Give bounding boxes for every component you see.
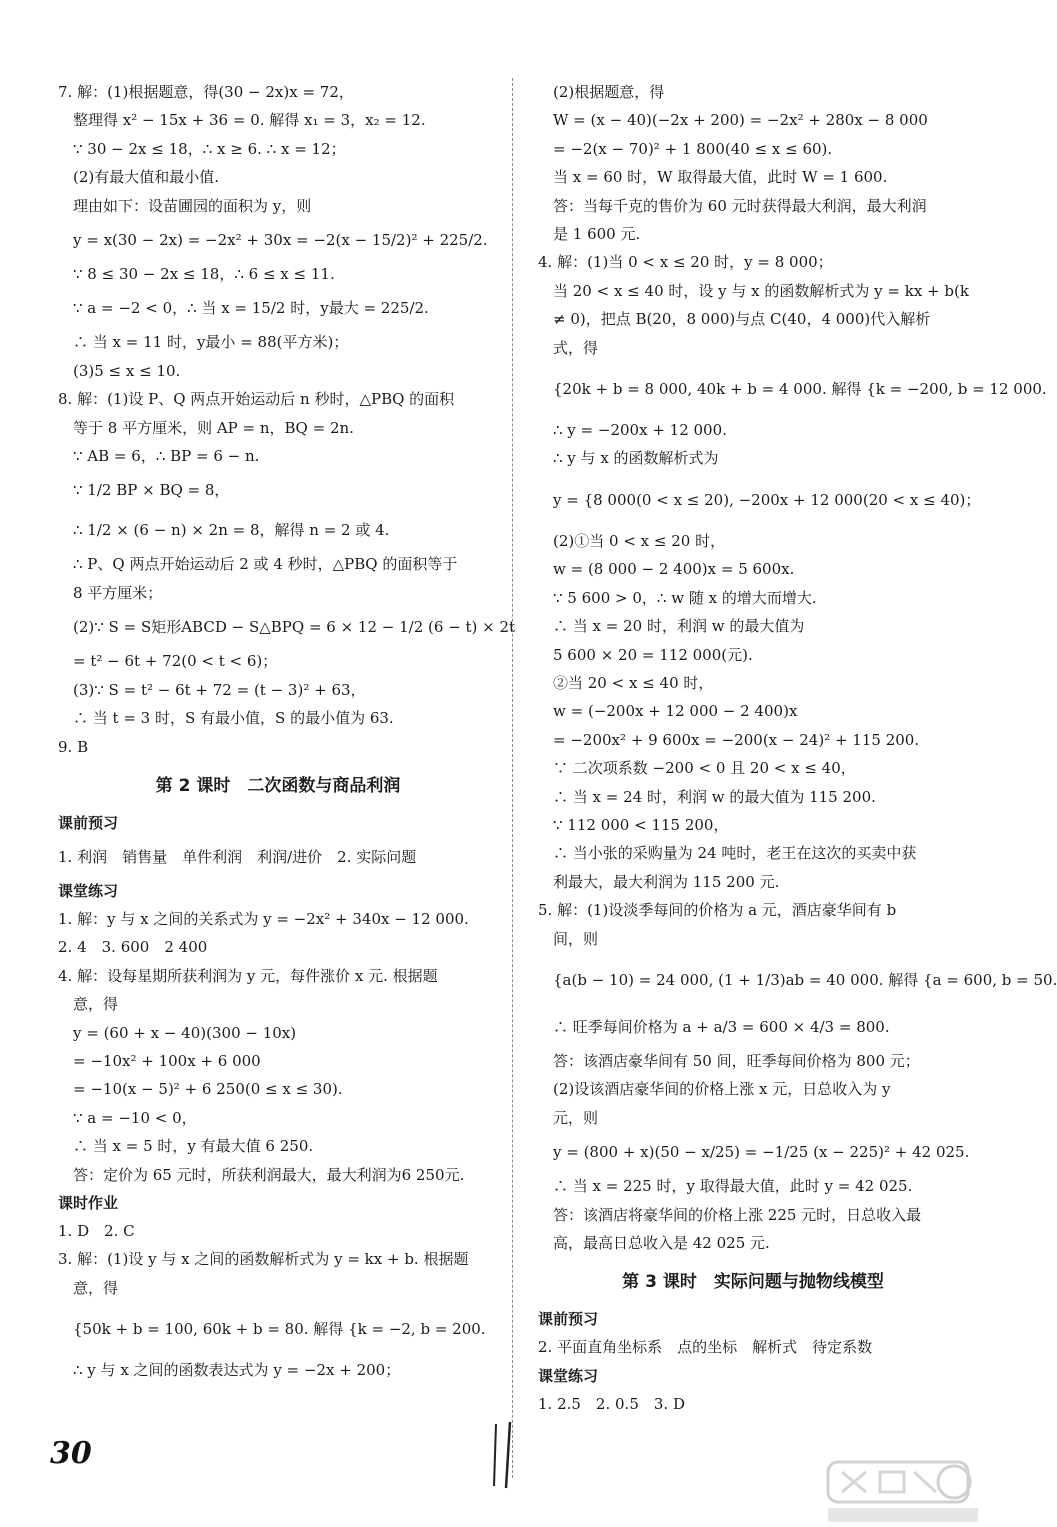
text-line: 5 600 × 20 = 112 000(元). [553, 645, 753, 664]
text-line: 1. D 2. C [58, 1221, 135, 1240]
text-line: (2)设该酒店豪华间的价格上涨 x 元，日总收入为 y [553, 1080, 891, 1099]
sub-heading: 课前预习 [58, 813, 119, 832]
equation-line: ∵ a = −2 < 0，∴ 当 x = 15/2 时，y最大 = 225/2. [73, 299, 429, 318]
text-line: 5. 解：(1)设淡季每间的价格为 a 元，酒店豪华间有 b [538, 901, 897, 920]
text-line: ∴ y = −200x + 12 000. [553, 421, 727, 440]
text-line: 当 20 < x ≤ 40 时，设 y 与 x 的函数解析式为 y = kx + b(k [553, 281, 969, 300]
text-line: 是 1 600 元. [553, 225, 641, 244]
left-column [58, 78, 516, 1385]
text-line: ∴ y 与 x 之间的函数表达式为 y = −2x + 200； [73, 1361, 401, 1380]
text-line: 7. 解：(1)根据题意，得(30 − 2x)x = 72， [58, 83, 354, 101]
text-line: 9. B [58, 737, 89, 756]
text-line: ∵ 8 ≤ 30 − 2x ≤ 18，∴ 6 ≤ x ≤ 11. [73, 265, 335, 284]
text-line: ∴ 当 t = 3 时，S 有最小值，S 的最小值为 63. [73, 709, 394, 728]
text-line: ∵ 5 600 > 0，∴ w 随 x 的增大而增大. [553, 588, 817, 607]
text-line: 答：当每千克的售价为 60 元时获得最大利润，最大利润 [553, 196, 927, 215]
text-line: (3)∵ S = t² − 6t + 72 = (t − 3)² + 63， [73, 680, 366, 699]
text-line: 3. 解：(1)设 y 与 x 之间的函数解析式为 y = kx + b. 根据题 [58, 1250, 469, 1269]
section-title: 第 2 课时 二次函数与商品利润 [155, 775, 401, 796]
text-line: 利最大，最大利润为 115 200 元. [553, 872, 780, 891]
sub-heading: 课堂练习 [538, 1366, 599, 1385]
text-line: 等于 8 平方厘米，则 AP = n，BQ = 2n. [73, 418, 354, 437]
text-line: = −10(x − 5)² + 6 250(0 ≤ x ≤ 30). [73, 1080, 343, 1099]
equation-system-line: {50k + b = 100, 60k + b = 80. 解得 {k = −2, b = 200. [73, 1320, 486, 1339]
text-line: ∴ 当 x = 24 时，利润 w 的最大值为 115 200. [553, 787, 876, 806]
text-line: ∵ 112 000 < 115 200， [553, 815, 729, 834]
column-divider [512, 78, 513, 1478]
sub-heading: 课时作业 [58, 1193, 119, 1212]
equation-system-line: {20k + b = 8 000, 40k + b = 4 000. 解得 {k = −200, b = 12 000. [553, 380, 1047, 399]
text-line: = −200x² + 9 600x = −200(x − 24)² + 115 200. [553, 730, 920, 749]
text-line: ≠ 0)，把点 B(20，8 000)与点 C(40，4 000)代入解析 [553, 310, 931, 329]
text-line: ∴ P、Q 两点开始运动后 2 或 4 秒时，△PBQ 的面积等于 [73, 555, 458, 574]
text-line: 答：定价为 65 元时，所获利润最大，最大利润为6 250元. [73, 1165, 465, 1184]
text-line: ∴ 当小张的采购量为 24 吨时，老王在这次的买卖中获 [553, 844, 917, 863]
text-line: 4. 解：(1)当 0 < x ≤ 20 时，y = 8 000； [538, 253, 833, 272]
text-line: 意，得 [73, 1278, 119, 1297]
text-line: ∵ 二次项系数 −200 < 0 且 20 < x ≤ 40， [553, 759, 856, 778]
text-line: w = (8 000 − 2 400)x = 5 600x. [553, 560, 795, 579]
text-line: (2)根据题意，得 [553, 83, 665, 101]
sub-heading: 课堂练习 [58, 881, 119, 900]
text-line: 理由如下：设苗圃园的面积为 y，则 [73, 196, 312, 215]
text-line: 4. 解：设每星期所获利润为 y 元，每件涨价 x 元. 根据题 [58, 966, 438, 985]
watermark-logo [818, 1458, 988, 1524]
equation-system-line: {a(b − 10) = 24 000, (1 + 1/3)ab = 40 000. 解得 {a = 600, b = 50. [553, 970, 1057, 989]
text-line: 8 平方厘米； [73, 583, 163, 602]
text-line: = −2(x − 70)² + 1 800(40 ≤ x ≤ 60). [553, 139, 833, 158]
equation-line: ∵ 1/2 BP × BQ = 8， [73, 481, 230, 500]
text-line: 整理得 x² − 15x + 36 = 0. 解得 x₁ = 3，x₂ = 12. [73, 111, 426, 130]
text-line: w = (−200x + 12 000 − 2 400)x [553, 702, 798, 721]
text-line: = −10x² + 100x + 6 000 [73, 1051, 261, 1070]
text-line: 1. 解：y 与 x 之间的关系式为 y = −2x² + 340x − 12 000. [58, 909, 469, 928]
section-title: 第 3 课时 实际问题与抛物线模型 [622, 1272, 884, 1293]
text-line: ∵ AB = 6，∴ BP = 6 − n. [73, 447, 260, 466]
text-line: = t² − 6t + 72(0 < t < 6)； [73, 652, 278, 671]
text-line: 意，得 [73, 995, 119, 1014]
text-line: 答：该酒店将豪华间的价格上涨 225 元时，日总收入最 [553, 1205, 922, 1224]
text-line: 当 x = 60 时，W 取得最大值，此时 W = 1 600. [553, 168, 888, 187]
sub-heading: 课前预习 [538, 1310, 599, 1329]
equation-line: y = (800 + x)(50 − x/25) = −1/25 (x − 225)² + 42 025. [553, 1143, 970, 1162]
equation-system-line: y = {8 000(0 < x ≤ 20), −200x + 12 000(20 < x ≤ 40)； [553, 490, 981, 509]
text-line: ∵ a = −10 < 0， [73, 1108, 197, 1127]
text-line: y = (60 + x − 40)(300 − 10x) [73, 1023, 297, 1042]
equation-line: (2)∵ S = S矩形ABCD − S△BPQ = 6 × 12 − 1/2 (6 − t) × 2t [73, 618, 516, 637]
text-line: (2)有最大值和最小值. [73, 168, 220, 187]
text-line: 答：该酒店豪华间有 50 间，旺季每间价格为 800 元； [553, 1051, 920, 1070]
text-line: 8. 解：(1)设 P、Q 两点开始运动后 n 秒时，△PBQ 的面积 [58, 390, 455, 409]
text-line: ∴ 当 x = 11 时，y最小 = 88(平方米)； [73, 333, 349, 352]
text-line: ∴ 当 x = 5 时，y 有最大值 6 250. [73, 1137, 314, 1156]
text-line: ∵ 30 − 2x ≤ 18，∴ x ≥ 6. ∴ x = 12； [73, 139, 346, 158]
text-line: ∴ y 与 x 的函数解析式为 [553, 449, 719, 468]
right-column [538, 78, 1057, 1418]
text-line: ②当 20 < x ≤ 40 时， [553, 673, 714, 692]
equation-line: y = x(30 − 2x) = −2x² + 30x = −2(x − 15/2)² + 225/2. [73, 231, 488, 250]
text-line: 间，则 [553, 929, 599, 948]
pen-scribble-mark [488, 1420, 528, 1490]
text-line: 高，最高日总收入是 42 025 元. [553, 1234, 770, 1252]
equation-line: ∴ 1/2 × (6 − n) × 2n = 8，解得 n = 2 或 4. [73, 521, 390, 540]
text-line: 1. 2.5 2. 0.5 3. D [538, 1394, 685, 1413]
text-line: 2. 平面直角坐标系 点的坐标 解析式 待定系数 [538, 1338, 873, 1357]
text-line: 2. 4 3. 600 2 400 [58, 938, 208, 957]
text-line: (2)①当 0 < x ≤ 20 时， [553, 531, 726, 550]
text-line: ∴ 当 x = 225 时，y 取得最大值，此时 y = 42 025. [553, 1177, 913, 1196]
text-line: 1. 利润 销售量 单件利润 利润/进价 2. 实际问题 [58, 847, 417, 866]
text-line: ∴ 当 x = 20 时，利润 w 的最大值为 [553, 617, 805, 636]
text-line: W = (x − 40)(−2x + 200) = −2x² + 280x − 8 000 [553, 111, 928, 130]
text-line: 式，得 [553, 338, 599, 357]
page-number: 30 [50, 1436, 92, 1471]
text-line: 元，则 [553, 1108, 599, 1127]
text-line: (3)5 ≤ x ≤ 10. [73, 361, 181, 380]
equation-line: ∴ 旺季每间价格为 a + a/3 = 600 × 4/3 = 800. [553, 1017, 890, 1036]
